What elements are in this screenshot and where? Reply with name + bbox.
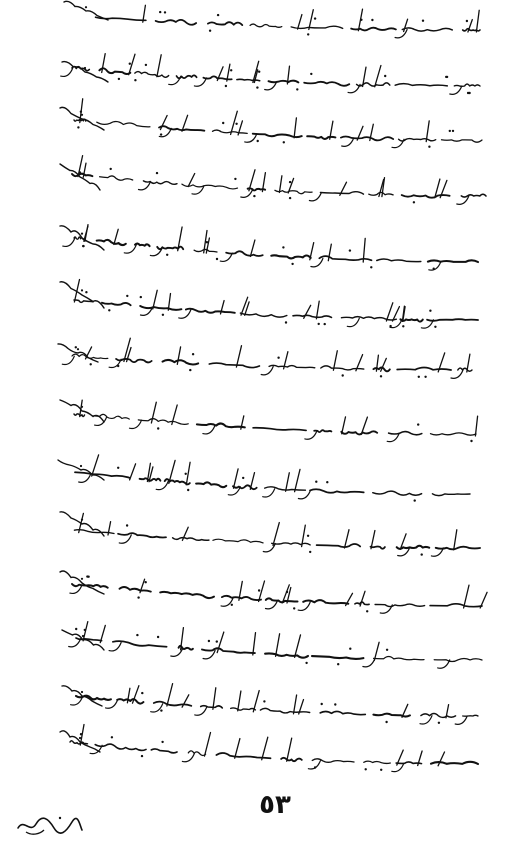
marginal-addition: [60, 571, 104, 594]
marginal-notes: [58, 1, 108, 752]
manuscript-line: [74, 280, 478, 329]
manuscript-line: [61, 54, 480, 95]
manuscript-line: [69, 622, 482, 669]
manuscript-lines: [61, 5, 487, 771]
manuscript-line: [71, 684, 478, 725]
manuscript-line: [63, 225, 478, 271]
marginal-addition: [62, 62, 108, 82]
manuscript-line: [74, 400, 478, 442]
marginal-addition: [64, 1, 108, 20]
marginal-addition: [62, 686, 102, 706]
manuscript-line: [74, 99, 482, 148]
manuscript-line: [62, 338, 472, 378]
catchword: [14, 812, 84, 838]
marginal-addition: [60, 282, 104, 308]
manuscript-line: [70, 575, 487, 613]
manuscript-line: [74, 513, 480, 556]
manuscript-line: [72, 156, 486, 205]
manuscript-line: [75, 455, 470, 502]
marginal-addition: [60, 107, 104, 130]
manuscript-line: [96, 5, 481, 38]
marginal-addition: [58, 460, 104, 480]
page-number: ٥٣: [259, 790, 291, 820]
manuscript-line: [70, 725, 478, 772]
